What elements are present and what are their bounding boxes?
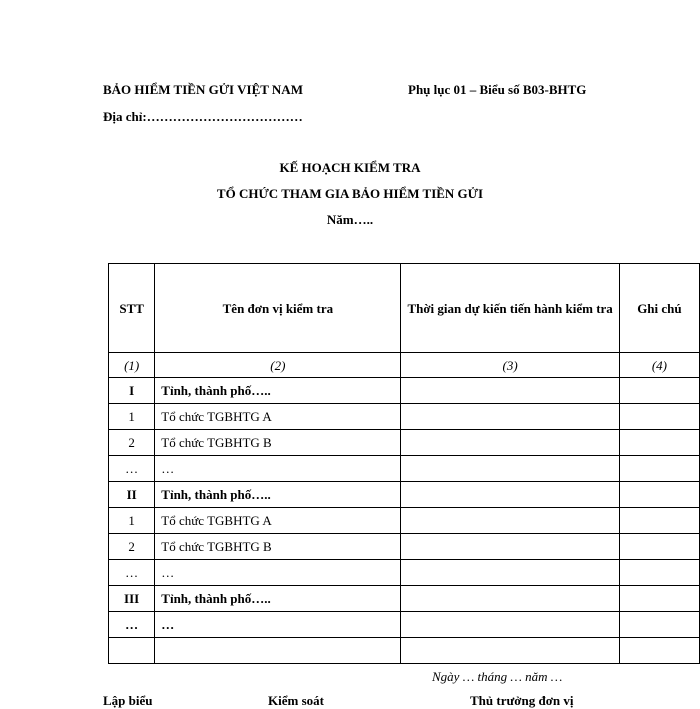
note-cell xyxy=(619,560,699,586)
unit-name-cell: Tổ chức TGBHTG B xyxy=(155,534,401,560)
note-cell xyxy=(619,508,699,534)
note-cell xyxy=(619,612,699,638)
table-row xyxy=(109,638,700,664)
table-row xyxy=(109,482,700,508)
unit-name-cell: Tổ chức TGBHTG B xyxy=(155,430,401,456)
unit-name-cell: Tỉnh, thành phố….. xyxy=(155,378,401,404)
table-row xyxy=(109,560,700,586)
header-notes: Ghi chú xyxy=(619,264,699,353)
unit-name-cell: Tỉnh, thành phố….. xyxy=(155,586,401,612)
doc-year: Năm….. xyxy=(326,212,374,227)
time-cell xyxy=(401,482,619,508)
table-header-row xyxy=(109,264,700,353)
table-row xyxy=(109,404,700,430)
note-cell xyxy=(619,378,699,404)
table-row xyxy=(109,586,700,612)
note-cell xyxy=(619,404,699,430)
table-row xyxy=(109,612,700,638)
signature-preparer: Lập biểu xyxy=(103,693,153,708)
doc-title: KẾ HOẠCH KIỂM TRA xyxy=(279,160,421,175)
unit-name-cell: Tổ chức TGBHTG A xyxy=(155,508,401,534)
doc-subtitle: TỔ CHỨC THAM GIA BẢO HIỂM TIỀN GỬI xyxy=(216,186,484,201)
stt-cell: 2 xyxy=(109,534,155,560)
time-cell xyxy=(401,508,619,534)
table-row xyxy=(109,508,700,534)
note-cell xyxy=(619,638,699,664)
time-cell xyxy=(401,612,619,638)
time-cell xyxy=(401,456,619,482)
unit-name-cell: … xyxy=(155,456,401,482)
index-cell: (1) xyxy=(109,353,155,378)
index-cell: (4) xyxy=(619,353,699,378)
header-unit-name: Tên đơn vị kiểm tra xyxy=(155,264,401,353)
plan-table xyxy=(108,263,700,664)
stt-cell: 1 xyxy=(109,404,155,430)
time-cell xyxy=(401,378,619,404)
stt-cell xyxy=(109,638,155,664)
unit-name-cell: … xyxy=(155,612,401,638)
stt-cell: II xyxy=(109,482,155,508)
index-cell: (2) xyxy=(155,353,401,378)
stt-cell: 2 xyxy=(109,430,155,456)
table-row xyxy=(109,430,700,456)
note-cell xyxy=(619,482,699,508)
stt-cell: 1 xyxy=(109,508,155,534)
header-stt: STT xyxy=(109,264,155,353)
time-cell xyxy=(401,638,619,664)
signature-head: Thủ trưởng đơn vị xyxy=(470,693,574,708)
stt-cell: … xyxy=(109,612,155,638)
time-cell xyxy=(401,404,619,430)
index-cell: (3) xyxy=(401,353,619,378)
time-cell xyxy=(401,534,619,560)
table-row xyxy=(109,534,700,560)
note-cell xyxy=(619,430,699,456)
time-cell xyxy=(401,560,619,586)
signature-reviewer: Kiểm soát xyxy=(268,693,324,708)
stt-cell: I xyxy=(109,378,155,404)
stt-cell: … xyxy=(109,456,155,482)
appendix-label: Phụ lục 01 – Biểu số B03-BHTG xyxy=(408,82,587,97)
time-cell xyxy=(401,586,619,612)
table-row xyxy=(109,456,700,482)
table-row xyxy=(109,378,700,404)
date-line: Ngày … tháng … năm … xyxy=(432,669,563,684)
unit-name-cell: … xyxy=(155,560,401,586)
org-name: BẢO HIỂM TIỀN GỬI VIỆT NAM xyxy=(103,82,303,97)
stt-cell: … xyxy=(109,560,155,586)
stt-cell: III xyxy=(109,586,155,612)
note-cell xyxy=(619,586,699,612)
time-cell xyxy=(401,430,619,456)
table-index-row xyxy=(109,353,700,378)
header-planned-time: Thời gian dự kiến tiến hành kiểm tra xyxy=(401,264,619,353)
unit-name-cell xyxy=(155,638,401,664)
note-cell xyxy=(619,534,699,560)
note-cell xyxy=(619,456,699,482)
address-line: Địa chỉ:……………………………… xyxy=(103,109,303,124)
unit-name-cell: Tổ chức TGBHTG A xyxy=(155,404,401,430)
unit-name-cell: Tỉnh, thành phố….. xyxy=(155,482,401,508)
